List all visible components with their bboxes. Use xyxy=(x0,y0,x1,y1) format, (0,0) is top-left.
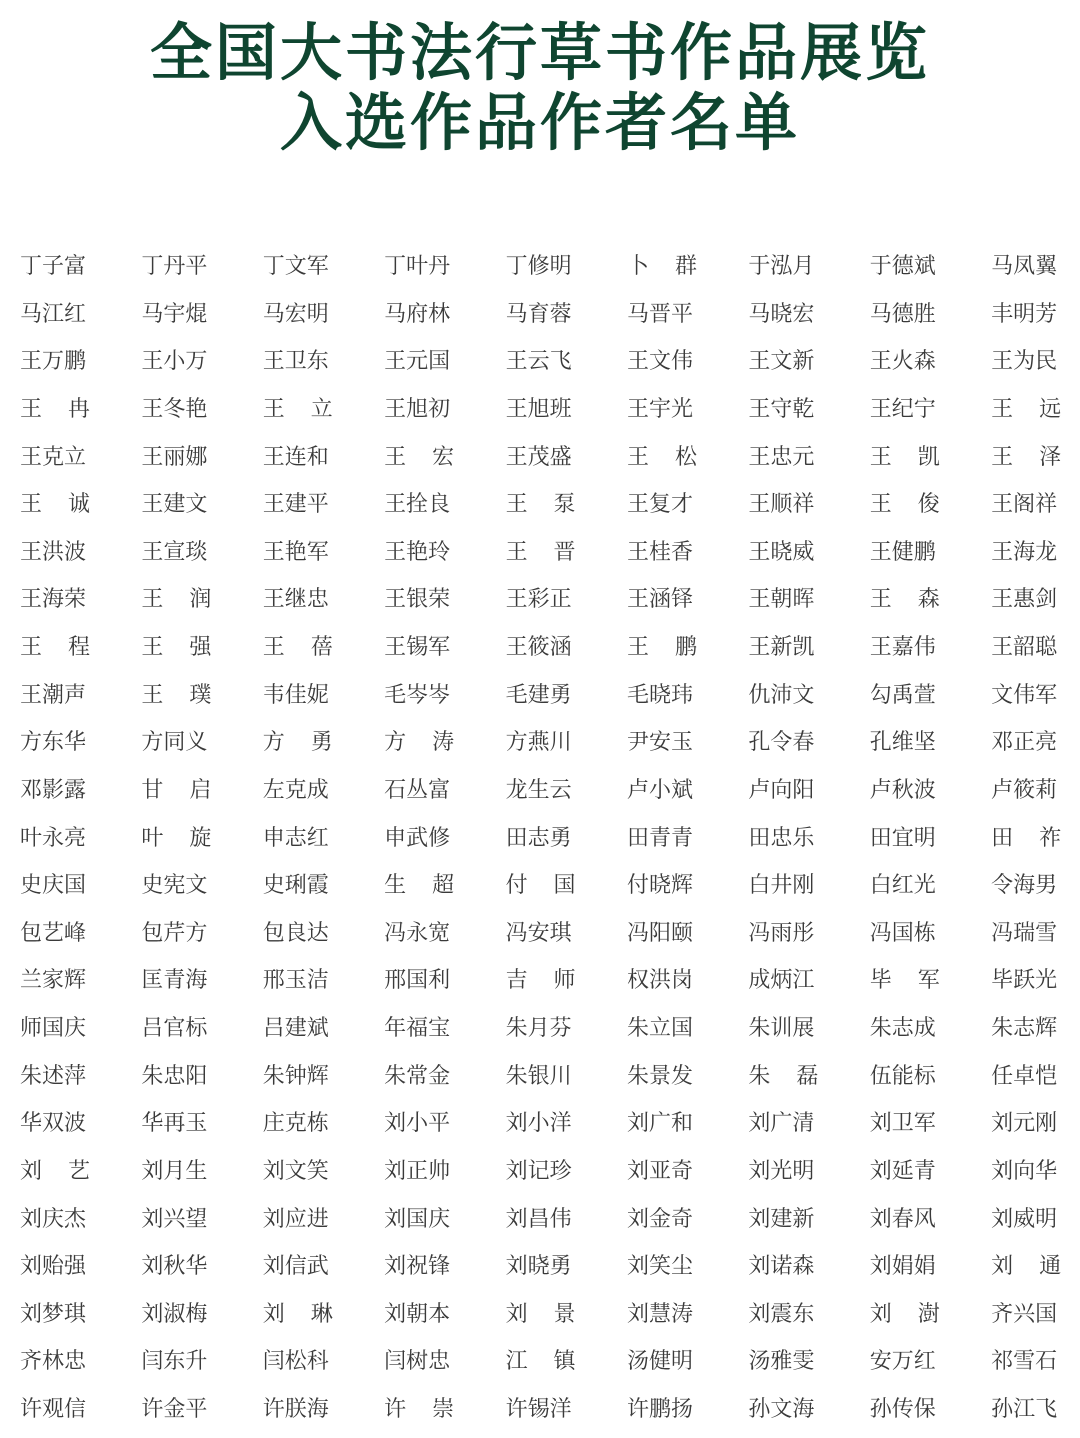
author-name: 马宇焜 xyxy=(141,301,208,327)
author-name: 刘昌伟 xyxy=(505,1206,572,1232)
author-name: 刘 澍 xyxy=(869,1301,940,1327)
author-name: 丁叶丹 xyxy=(384,254,451,279)
author-name: 刘广清 xyxy=(748,1111,815,1137)
author-name: 马宏明 xyxy=(262,301,329,327)
author-name: 冯瑞雪 xyxy=(991,920,1058,946)
author-name: 王元国 xyxy=(384,349,451,375)
author-name: 毛建勇 xyxy=(505,682,572,708)
author-name: 方 勇 xyxy=(262,730,333,756)
author-name: 许锡洋 xyxy=(505,1397,572,1422)
author-name: 申志红 xyxy=(262,825,329,851)
author-name: 田志勇 xyxy=(505,825,572,851)
author-name: 王 璞 xyxy=(141,682,212,708)
author-name: 左克成 xyxy=(262,777,329,803)
author-name: 王拴良 xyxy=(384,492,451,518)
author-name: 庄克栋 xyxy=(262,1111,329,1137)
author-name: 刘卫军 xyxy=(869,1111,936,1137)
author-name: 孙文海 xyxy=(748,1397,815,1422)
author-name: 匡青海 xyxy=(141,968,208,994)
author-name: 刘月生 xyxy=(141,1158,208,1184)
author-name: 毕跃光 xyxy=(991,968,1058,994)
author-name: 王涵铎 xyxy=(626,587,693,613)
author-name: 年福宝 xyxy=(384,1016,451,1041)
author-name: 朱忠阳 xyxy=(141,1063,208,1089)
author-name: 叶永亮 xyxy=(20,825,87,851)
author-name: 生 超 xyxy=(384,873,455,899)
author-name: 马晋平 xyxy=(626,301,693,327)
author-name: 成炳江 xyxy=(748,968,815,994)
author-name: 叶 旋 xyxy=(141,825,212,851)
author-name: 师国庆 xyxy=(20,1016,87,1041)
author-name: 伍能标 xyxy=(869,1063,936,1089)
author-name: 冯雨彤 xyxy=(748,920,815,946)
author-name: 朱月芬 xyxy=(505,1016,572,1041)
author-name: 王 鹏 xyxy=(626,635,697,660)
author-name: 王 泽 xyxy=(991,444,1062,470)
author-name: 毛晓玮 xyxy=(626,682,693,708)
author-name: 孔令春 xyxy=(748,730,815,756)
author-name: 孔维坚 xyxy=(869,730,936,756)
author-name: 闫树忠 xyxy=(384,1349,451,1375)
author-name: 甘 启 xyxy=(141,777,212,803)
author-name: 王文新 xyxy=(748,349,815,375)
author-name: 刘祝锋 xyxy=(384,1254,451,1280)
author-name: 朱立国 xyxy=(626,1016,693,1041)
author-name: 方东华 xyxy=(20,730,87,756)
author-name: 华再玉 xyxy=(141,1111,208,1137)
author-name: 汤健明 xyxy=(626,1349,693,1375)
author-name: 许金平 xyxy=(141,1397,208,1422)
author-name: 韦佳妮 xyxy=(262,682,329,708)
author-name: 王洪波 xyxy=(20,539,87,565)
author-name: 王克立 xyxy=(20,444,87,470)
author-name: 王 冉 xyxy=(20,396,90,422)
author-name: 齐林忠 xyxy=(20,1349,87,1375)
author-name: 兰家辉 xyxy=(20,968,87,994)
author-name: 史琍霞 xyxy=(262,873,329,899)
author-name: 王 程 xyxy=(20,635,90,660)
author-name: 田忠乐 xyxy=(748,825,815,851)
author-name: 刘秋华 xyxy=(141,1254,208,1280)
author-name: 朱志成 xyxy=(869,1016,936,1041)
author-name: 王丽娜 xyxy=(141,444,208,470)
author-name: 王建文 xyxy=(141,492,208,518)
author-name: 刘朝本 xyxy=(384,1301,451,1327)
author-name: 许 崇 xyxy=(384,1397,455,1422)
author-name: 王潮声 xyxy=(20,682,87,708)
author-name: 毛岑岑 xyxy=(384,682,451,708)
author-name: 齐兴国 xyxy=(991,1301,1058,1327)
author-name: 王冬艳 xyxy=(141,396,208,422)
author-name: 王云飞 xyxy=(505,349,572,375)
author-name: 闫东升 xyxy=(141,1349,208,1375)
author-name: 于德斌 xyxy=(869,254,936,279)
author-name: 王 蓓 xyxy=(262,635,333,660)
author-name: 王嘉伟 xyxy=(869,635,936,660)
author-name: 王文伟 xyxy=(626,349,693,375)
author-name: 闫松科 xyxy=(262,1349,329,1375)
author-name: 尹安玉 xyxy=(626,730,693,756)
author-name: 江 镇 xyxy=(505,1349,576,1375)
author-name: 马府林 xyxy=(384,301,451,327)
author-name: 朱银川 xyxy=(505,1063,572,1089)
author-name: 刘震东 xyxy=(748,1301,815,1327)
author-name: 马育蓉 xyxy=(505,301,572,327)
author-name: 王朝晖 xyxy=(748,587,815,613)
author-name: 朱景发 xyxy=(626,1063,693,1089)
author-name: 令海男 xyxy=(991,873,1058,899)
author-name: 刘 艺 xyxy=(20,1158,90,1184)
author-name: 刘梦琪 xyxy=(20,1301,87,1327)
author-name: 朱 磊 xyxy=(748,1063,819,1089)
author-name: 卢向阳 xyxy=(748,777,815,803)
author-name: 史宪文 xyxy=(141,873,208,899)
author-name: 朱训展 xyxy=(748,1016,815,1041)
author-name: 安万红 xyxy=(869,1349,936,1375)
author-name: 王为民 xyxy=(991,349,1058,375)
author-name: 勾禹萱 xyxy=(869,682,936,708)
author-name: 田青青 xyxy=(626,825,693,851)
author-name: 马江红 xyxy=(20,301,87,327)
author-name: 王旭班 xyxy=(505,396,572,422)
author-name: 刘记珍 xyxy=(505,1158,572,1184)
author-name: 丰明芳 xyxy=(991,301,1058,327)
author-name: 方 涛 xyxy=(384,730,455,756)
author-name: 王宣琰 xyxy=(141,539,208,565)
author-name: 刘亚奇 xyxy=(626,1158,693,1184)
author-name: 邓正亮 xyxy=(991,730,1058,756)
author-name: 白井刚 xyxy=(748,873,815,899)
author-name: 王 立 xyxy=(262,396,333,422)
author-name: 刘兴望 xyxy=(141,1206,208,1232)
author-name: 王新凯 xyxy=(748,635,815,660)
author-name: 邓影露 xyxy=(20,777,87,803)
author-name: 冯国栋 xyxy=(869,920,936,946)
author-name: 王 润 xyxy=(141,587,212,613)
author-name: 邢国利 xyxy=(384,968,451,994)
author-name: 刘庆杰 xyxy=(20,1206,87,1232)
author-name: 刘贻强 xyxy=(20,1254,87,1280)
author-name: 马凤翼 xyxy=(991,254,1058,279)
author-name: 王复才 xyxy=(626,492,693,518)
author-name: 方燕川 xyxy=(505,730,572,756)
author-name: 王桂香 xyxy=(626,539,693,565)
author-name: 王继忠 xyxy=(262,587,329,613)
author-name: 卢秋波 xyxy=(869,777,936,803)
author-name: 王艳军 xyxy=(262,539,329,565)
author-name: 王万鹏 xyxy=(20,349,87,375)
author-name: 石丛富 xyxy=(384,777,451,803)
author-name: 刘娟娟 xyxy=(869,1254,936,1280)
author-name: 丁子富 xyxy=(20,254,87,279)
author-name: 汤雅雯 xyxy=(748,1349,815,1375)
author-name: 丁文军 xyxy=(262,254,329,279)
author-name: 刘金奇 xyxy=(626,1206,693,1232)
author-name: 祁雪石 xyxy=(991,1349,1058,1375)
author-name: 刘 景 xyxy=(505,1301,576,1327)
author-name: 王锡军 xyxy=(384,635,451,660)
author-name: 权洪岗 xyxy=(626,968,693,994)
page-subtitle: 入选作品作者名单 xyxy=(279,86,800,159)
author-name: 付晓辉 xyxy=(626,873,693,899)
author-name: 毕 军 xyxy=(869,968,940,994)
author-name: 王 俊 xyxy=(869,492,940,518)
author-name: 卢小斌 xyxy=(626,777,693,803)
author-name: 包芹方 xyxy=(141,920,208,946)
author-name: 许观信 xyxy=(20,1397,87,1422)
author-name: 王连和 xyxy=(262,444,329,470)
author-name: 田 祚 xyxy=(991,825,1062,851)
author-name: 吕建斌 xyxy=(262,1016,329,1041)
page-title: 全国大书法行草书作品展览 xyxy=(149,16,930,89)
author-name: 刘慧涛 xyxy=(626,1301,693,1327)
author-name: 文伟军 xyxy=(991,682,1058,708)
author-name: 包良达 xyxy=(262,920,329,946)
author-name-grid xyxy=(20,247,1080,1438)
author-name: 刘建新 xyxy=(748,1206,815,1232)
author-name: 龙生云 xyxy=(505,777,572,803)
author-name: 付 国 xyxy=(505,873,576,899)
author-name: 王顺祥 xyxy=(748,492,815,518)
author-name: 王晓威 xyxy=(748,539,815,565)
author-name: 方同义 xyxy=(141,730,208,756)
author-name: 王 晋 xyxy=(505,539,576,565)
author-name: 刘 琳 xyxy=(262,1301,333,1327)
author-name: 王守乾 xyxy=(748,396,815,422)
author-name: 白红光 xyxy=(869,873,936,899)
author-name: 王惠剑 xyxy=(991,587,1058,613)
author-name: 王宇光 xyxy=(626,396,693,422)
author-name: 王 松 xyxy=(626,444,697,470)
author-name: 于泓月 xyxy=(748,254,815,279)
author-name: 许鹏扬 xyxy=(626,1397,693,1422)
author-name: 孙传保 xyxy=(869,1397,936,1422)
author-name: 刘威明 xyxy=(991,1206,1058,1232)
author-name: 刘 通 xyxy=(991,1254,1062,1280)
author-name: 刘小平 xyxy=(384,1111,451,1137)
author-name: 丁修明 xyxy=(505,254,572,279)
author-name: 刘国庆 xyxy=(384,1206,451,1232)
author-name: 王 森 xyxy=(869,587,940,613)
author-name: 王小万 xyxy=(141,349,208,375)
author-name: 刘诺森 xyxy=(748,1254,815,1280)
author-name: 王阁祥 xyxy=(991,492,1058,518)
author-name: 刘应进 xyxy=(262,1206,329,1232)
author-name: 邢玉洁 xyxy=(262,968,329,994)
author-name: 王韶聪 xyxy=(991,635,1058,660)
author-name: 华双波 xyxy=(20,1111,87,1137)
author-name: 王 强 xyxy=(141,635,212,660)
author-name: 王火森 xyxy=(869,349,936,375)
author-name: 刘淑梅 xyxy=(141,1301,208,1327)
author-name: 王 泵 xyxy=(505,492,576,518)
author-name: 包艺峰 xyxy=(20,920,87,946)
author-name: 孙江飞 xyxy=(991,1397,1058,1422)
author-name: 吉 师 xyxy=(505,968,576,994)
author-name: 王海龙 xyxy=(991,539,1058,565)
author-name: 朱钟辉 xyxy=(262,1063,329,1089)
author-name: 刘春风 xyxy=(869,1206,936,1232)
author-name: 仇沛文 xyxy=(748,682,815,708)
author-name: 王旭初 xyxy=(384,396,451,422)
author-name: 许朕海 xyxy=(262,1397,329,1422)
author-name: 王纪宁 xyxy=(869,396,936,422)
author-name: 马德胜 xyxy=(869,301,936,327)
author-name: 丁丹平 xyxy=(141,254,208,279)
author-name: 田宜明 xyxy=(869,825,936,851)
author-name: 刘文笑 xyxy=(262,1158,329,1184)
author-name: 王忠元 xyxy=(748,444,815,470)
author-name: 王筱涵 xyxy=(505,635,572,660)
author-name: 王 远 xyxy=(991,396,1062,422)
author-name: 王建平 xyxy=(262,492,329,518)
author-name: 刘光明 xyxy=(748,1158,815,1184)
author-name: 王 诚 xyxy=(20,492,90,518)
author-name: 王卫东 xyxy=(262,349,329,375)
author-name: 王艳玲 xyxy=(384,539,451,565)
author-name: 申武修 xyxy=(384,825,451,851)
author-name: 王健鹏 xyxy=(869,539,936,565)
author-name: 刘小洋 xyxy=(505,1111,572,1137)
author-name: 王海荣 xyxy=(20,587,87,613)
author-name: 刘正帅 xyxy=(384,1158,451,1184)
author-name: 刘元刚 xyxy=(991,1111,1058,1137)
author-name: 刘晓勇 xyxy=(505,1254,572,1280)
author-name: 王银荣 xyxy=(384,587,451,613)
author-name: 朱常金 xyxy=(384,1063,451,1089)
author-name: 史庆国 xyxy=(20,873,87,899)
author-name: 刘广和 xyxy=(626,1111,693,1137)
author-name: 王茂盛 xyxy=(505,444,572,470)
author-name: 刘向华 xyxy=(991,1158,1058,1184)
author-name: 刘延青 xyxy=(869,1158,936,1184)
author-name: 王彩正 xyxy=(505,587,572,613)
author-name: 冯永宽 xyxy=(384,920,451,946)
author-name: 刘信武 xyxy=(262,1254,329,1280)
author-name: 任卓恺 xyxy=(991,1063,1058,1089)
author-name: 王 宏 xyxy=(384,444,455,470)
author-name: 冯阳颐 xyxy=(626,920,693,946)
author-name: 王 凯 xyxy=(869,444,940,470)
author-name: 冯安琪 xyxy=(505,920,572,946)
author-name: 卜 群 xyxy=(626,254,697,279)
author-name: 刘笑尘 xyxy=(626,1254,693,1280)
author-name: 卢筱莉 xyxy=(991,777,1058,803)
author-name: 朱述萍 xyxy=(20,1063,87,1089)
author-name: 吕官标 xyxy=(141,1016,208,1041)
author-name: 朱志辉 xyxy=(991,1016,1058,1041)
author-name: 马晓宏 xyxy=(748,301,815,327)
